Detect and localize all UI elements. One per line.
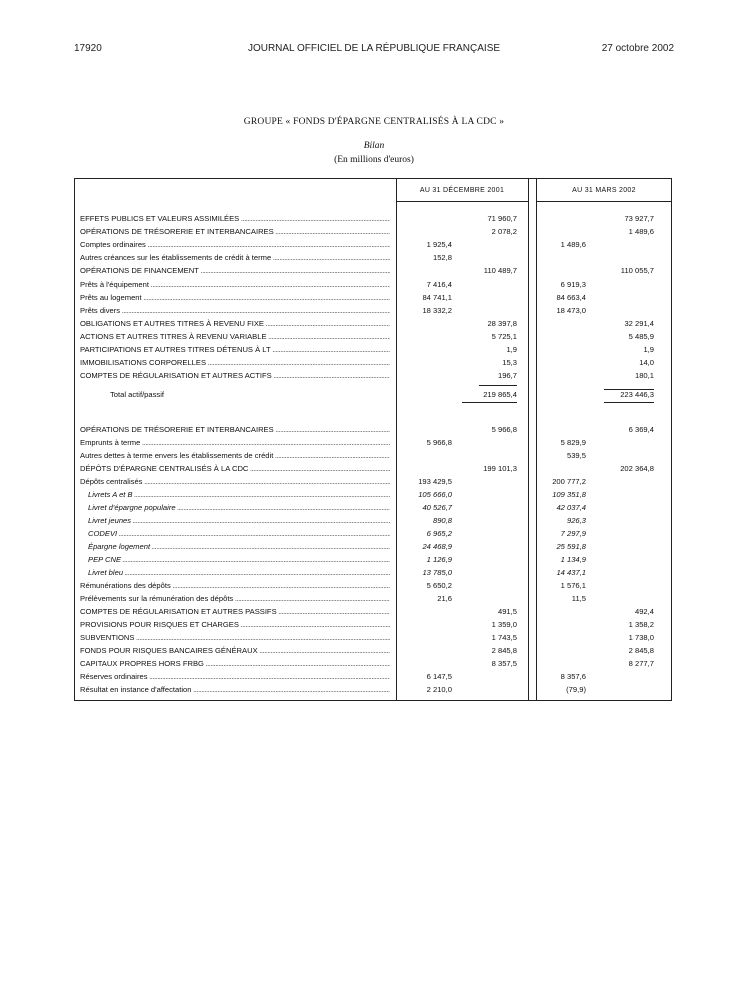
value-mar-2002-detail: 1 489,6: [560, 240, 586, 249]
row-label: Emprunts à terme .....: [80, 437, 390, 449]
value-mar-2002-detail: (79,9): [566, 685, 586, 694]
value-dec-2001-detail: 24 468,9: [422, 542, 452, 551]
column-header-2001: AU 31 DÉCEMBRE 2001: [419, 187, 505, 194]
table-row: [0, 619, 748, 631]
table-row: [0, 541, 748, 553]
value-mar-2002-total: 32 291,4: [624, 319, 654, 328]
value-dec-2001-detail: 1 925,4: [426, 240, 452, 249]
table-row: [0, 318, 748, 330]
table-row: [0, 580, 748, 592]
row-label: Prêts à l'équipement .....: [80, 279, 390, 291]
value-mar-2002-detail: 42 037,4: [556, 503, 586, 512]
value-mar-2002-detail: 5 829,9: [560, 438, 586, 447]
total-rule: [462, 402, 517, 403]
row-label: Prêts au logement .....: [80, 292, 390, 304]
value-mar-2002-detail: 8 357,6: [560, 672, 586, 681]
value-mar-2002-total: 6 369,4: [628, 425, 654, 434]
table-row: [0, 515, 748, 527]
value-mar-2002-total: 492,4: [634, 607, 654, 616]
table-row: [0, 331, 748, 343]
table-row: [0, 645, 748, 657]
value-dec-2001-detail: 7 416,4: [426, 280, 452, 289]
row-label: COMPTES DE RÉGULARISATION ET AUTRES PASSIFS .....: [80, 606, 390, 618]
total-rule: [604, 402, 654, 403]
row-label: Autres créances sur les établissements de crédit à terme .....: [80, 252, 390, 264]
table-row: [0, 265, 748, 277]
value-mar-2002-total: 8 277,7: [628, 659, 654, 668]
row-label: PEP CNE .....: [88, 554, 390, 566]
value-dec-2001-total: 15,3: [502, 358, 517, 367]
table-row: [0, 252, 748, 264]
row-label: Épargne logement .....: [88, 541, 390, 553]
value-mar-2002-total: 1 738,0: [628, 633, 654, 642]
table-row: [0, 476, 748, 488]
statement-subtitle: Bilan: [363, 141, 385, 151]
value-dec-2001-total: 28 397,8: [487, 319, 517, 328]
table-row: [0, 344, 748, 356]
table-row: [0, 226, 748, 238]
row-label: Réserves ordinaires .....: [80, 671, 390, 683]
value-dec-2001-total: 5 966,8: [491, 425, 517, 434]
row-label: Livrets A et B .....: [88, 489, 390, 501]
table-row: [0, 671, 748, 683]
table-row: [0, 213, 748, 225]
row-label: Autres dettes à terme envers les établissements de crédit .....: [80, 450, 390, 462]
value-dec-2001-detail: 105 666,0: [418, 490, 452, 499]
value-dec-2001-detail: 6 147,5: [426, 672, 452, 681]
group-title: GROUPE « FONDS D'ÉPARGNE CENTRALISÉS À LA CDC »: [243, 117, 505, 127]
value-dec-2001-detail: 1 126,9: [426, 555, 452, 564]
value-mar-2002-detail: 926,3: [566, 516, 586, 525]
value-dec-2001-total: 196,7: [497, 371, 517, 380]
value-mar-2002-detail: 14 437,1: [556, 568, 586, 577]
row-label: Livret d'épargne populaire .....: [88, 502, 390, 514]
value-mar-2002-total: 14,0: [639, 358, 654, 367]
value-dec-2001-detail: 193 429,5: [418, 477, 452, 486]
total-label: Total actif/passif: [110, 390, 165, 399]
row-label: DÉPÔTS D'ÉPARGNE CENTRALISÉS À LA CDC .....: [80, 463, 390, 475]
table-row: [0, 606, 748, 618]
row-label: PROVISIONS POUR RISQUES ET CHARGES .....: [80, 619, 390, 631]
row-label: Prêts divers .....: [80, 305, 390, 317]
value-mar-2002-detail: 1 576,1: [560, 581, 586, 590]
value-mar-2002-detail: 200 777,2: [552, 477, 586, 486]
table-row: [0, 489, 748, 501]
value-mar-2002-detail: 84 663,4: [556, 293, 586, 302]
table-row: [0, 632, 748, 644]
value-mar-2002-detail: 7 297,9: [560, 529, 586, 538]
row-label: IMMOBILISATIONS CORPORELLES .....: [80, 357, 390, 369]
value-dec-2001-detail: 5 650,2: [426, 581, 452, 590]
unit-note: (En millions d'euros): [334, 155, 414, 165]
table-row: [0, 424, 748, 436]
table-row: [0, 658, 748, 670]
value-dec-2001-detail: 13 785,0: [422, 568, 452, 577]
value-mar-2002-total: 73 927,7: [624, 214, 654, 223]
value-dec-2001-total: 5 725,1: [491, 332, 517, 341]
row-label: Livret jeunes .....: [88, 515, 390, 527]
issue-date: 27 octobre 2002: [601, 43, 674, 54]
row-label: ACTIONS ET AUTRES TITRES À REVENU VARIABLE .....: [80, 331, 390, 343]
total-rule: [479, 385, 517, 386]
value-dec-2001-total: 199 101,3: [483, 464, 517, 473]
table-row: [0, 554, 748, 566]
value-dec-2001-detail: 152,8: [432, 253, 452, 262]
table-row: [0, 684, 748, 696]
table-row: [0, 239, 748, 251]
row-label: Résultat en instance d'affectation .....: [80, 684, 390, 696]
value-mar-2002-detail: 11,5: [571, 594, 586, 603]
value-mar-2002-total: 2 845,8: [628, 646, 654, 655]
value-dec-2001-total: 2 078,2: [491, 227, 517, 236]
table-row: [0, 292, 748, 304]
value-dec-2001-total: 1,9: [506, 345, 517, 354]
value-dec-2001-total: 71 960,7: [487, 214, 517, 223]
value-mar-2002-total: 110 055,7: [620, 266, 654, 275]
value-mar-2002-total: 180,1: [634, 371, 654, 380]
row-label: Rémunérations des dépôts .....: [80, 580, 390, 592]
value-dec-2001-total: 110 489,7: [483, 266, 517, 275]
value-mar-2002-detail: 109 351,8: [552, 490, 586, 499]
value-dec-2001-detail: 40 526,7: [422, 503, 452, 512]
row-label: SUBVENTIONS .....: [80, 632, 390, 644]
value-dec-2001-total: 8 357,5: [491, 659, 517, 668]
table-row: [0, 305, 748, 317]
table-row: [0, 463, 748, 475]
value-mar-2002-total: 5 485,9: [628, 332, 654, 341]
table-row: [0, 593, 748, 605]
value-mar-2002-total: 1 358,2: [628, 620, 654, 629]
table-row: [0, 370, 748, 382]
value-dec-2001-detail: 5 966,8: [426, 438, 452, 447]
table-row: [0, 437, 748, 449]
table-row: [0, 528, 748, 540]
value-mar-2002-detail: 539,5: [566, 451, 586, 460]
table-row: [0, 357, 748, 369]
header-rule: [536, 201, 672, 202]
value-mar-2002-total: 1,9: [643, 345, 654, 354]
column-header-2002: AU 31 MARS 2002: [572, 187, 636, 194]
value-dec-2001-total: 2 845,8: [491, 646, 517, 655]
value-dec-2001-detail: 6 965,2: [426, 529, 452, 538]
value-mar-2002-total: 1 489,6: [628, 227, 654, 236]
table-row: [0, 450, 748, 462]
row-label: Comptes ordinaires .....: [80, 239, 390, 251]
row-label: COMPTES DE RÉGULARISATION ET AUTRES ACTIFS .....: [80, 370, 390, 382]
value-dec-2001-total: 1 743,5: [491, 633, 517, 642]
row-label: OBLIGATIONS ET AUTRES TITRES À REVENU FIXE .....: [80, 318, 390, 330]
row-label: CODEVI .....: [88, 528, 390, 540]
value-dec-2001-detail: 84 741,1: [422, 293, 452, 302]
row-label: CAPITAUX PROPRES HORS FRBG .....: [80, 658, 390, 670]
value-dec-2001-detail: 890,8: [432, 516, 452, 525]
value-mar-2002-detail: 1 134,9: [560, 555, 586, 564]
journal-title: JOURNAL OFFICIEL DE LA RÉPUBLIQUE FRANÇAISE: [247, 43, 501, 54]
row-label: FONDS POUR RISQUES BANCAIRES GÉNÉRAUX .....: [80, 645, 390, 657]
row-label: Dépôts centralisés .....: [80, 476, 390, 488]
value-mar-2002-detail: 18 473,0: [556, 306, 586, 315]
value-dec-2001-detail: 18 332,2: [422, 306, 452, 315]
total-dec-2001: 219 865,4: [483, 390, 517, 399]
value-mar-2002-total: 202 364,8: [620, 464, 654, 473]
row-label: Livret bleu .....: [88, 567, 390, 579]
row-label: OPÉRATIONS DE TRÉSORERIE ET INTERBANCAIRES .....: [80, 226, 390, 238]
total-mar-2002: 223 446,3: [620, 390, 654, 399]
table-row: [0, 279, 748, 291]
row-label: PARTICIPATIONS ET AUTRES TITRES DÉTENUS À LT .....: [80, 344, 390, 356]
value-dec-2001-total: 491,5: [497, 607, 517, 616]
row-label: OPÉRATIONS DE TRÉSORERIE ET INTERBANCAIRES .....: [80, 424, 390, 436]
value-dec-2001-total: 1 359,0: [491, 620, 517, 629]
value-dec-2001-detail: 2 210,0: [426, 685, 452, 694]
table-row: [0, 567, 748, 579]
total-row: [0, 389, 748, 401]
row-label: EFFETS PUBLICS ET VALEURS ASSIMILÉES .....: [80, 213, 390, 225]
row-label: OPÉRATIONS DE FINANCEMENT .....: [80, 265, 390, 277]
row-label: Prélèvements sur la rémunération des dépôts .....: [80, 593, 390, 605]
page-number: 17920: [74, 43, 102, 54]
header-rule: [396, 201, 528, 202]
table-row: [0, 502, 748, 514]
value-mar-2002-detail: 6 919,3: [560, 280, 586, 289]
value-dec-2001-detail: 21,6: [437, 594, 452, 603]
value-mar-2002-detail: 25 591,8: [556, 542, 586, 551]
